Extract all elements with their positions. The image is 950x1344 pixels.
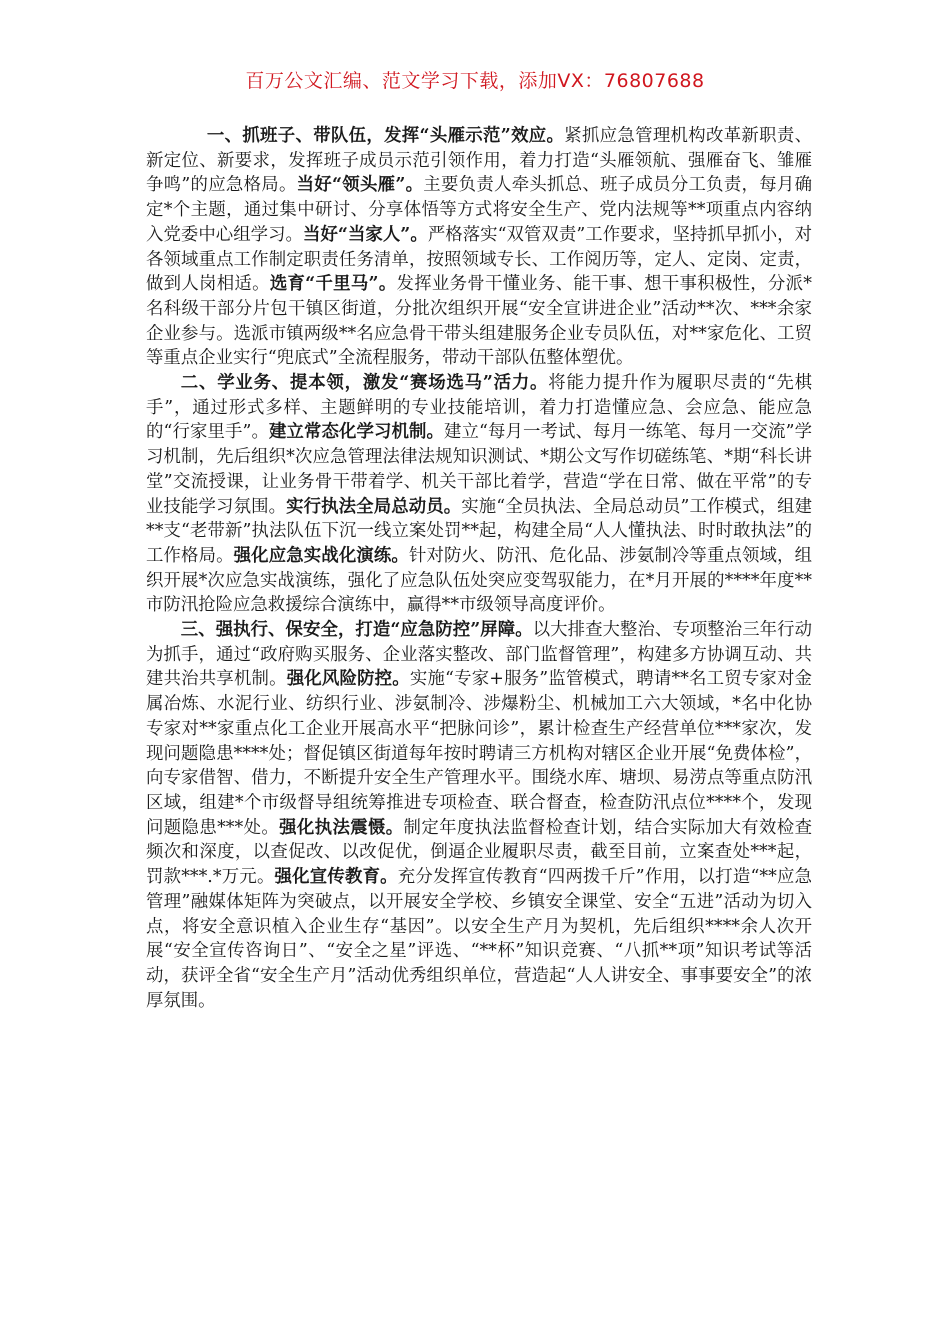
subheading: 选育“千里马”。 [269, 274, 397, 295]
subheading: 强化应急实战化演练。 [233, 545, 409, 566]
body-text: 严格落实“双管双责”工作要求，坚持抓早抓小，对各领域重点工作制定职责任务清单，按照领域专长、工作阅历等，定人、定岗、定责，做到人岗相适。 [146, 224, 812, 295]
section-heading: 二、学业务、提本领，激发“赛场选马”活力。 [180, 373, 549, 394]
subheading: 强化风险防控。 [286, 669, 410, 690]
body-text: 实施“专家+服务”监管模式，聘请**名工贸专家对金属冶炼、水泥行业、纺织行业、涉氨制冷、涉爆粉尘、机械加工六大领域，*名中化协专家对**家重点化工企业开展高水平“把脉问诊”，累计检查生产经营单位***家次，发现问题隐患****处；督促镇区街道每年按时聘请三方机构对辖区企业开展“免费体检”，向专家借智、借力，不断提升安全生产管理水平。围绕水库、塘坝、易涝点等重点防汛区域，组建*个市级督导组统筹推进专项检查、联合督查，检查防汛点位****个，发现问题隐患***处。 [146, 669, 812, 838]
subheading: 当好“当家人”。 [303, 224, 428, 245]
body-text: 制定年度执法监督检查计划，结合实际加大有效检查频次和深度，以查促改、以改促优，倒逼企业履职尽责，截至目前，立案查处***起，罚款***.*万元。 [146, 817, 812, 888]
subheading: 实行执法全局总动员。 [286, 496, 462, 517]
body-text: 建立“每月一考试、每月一练笔、每月一交流”学习机制，先后组织*次应急管理法律法规知识测试、*期公文写作切磋练笔、*期“科长讲堂”交流授课，让业务骨干带着学、机关干部比着学，营造“学在日常、做在平常”的专业技能学习氛围。 [146, 422, 812, 517]
paragraph-2 [146, 371, 812, 618]
paragraph-3 [146, 618, 812, 1013]
body-text: 主要负责人牵头抓总、班子成员分工负责，每月确定*个主题，通过集中研讨、分享体悟等方式将安全生产、党内法规等**项重点内容纳入党委中心组学习。 [146, 175, 812, 245]
section-heading: 三、强执行、保安全，打造“应急防控”屏障。 [180, 620, 533, 641]
body-text: 发挥业务骨干懂业务、能干事、想干事积极性，分派*名科级干部分片包干镇区街道，分批次组织开展“安全宣讲进企业”活动**次、***余家企业参与。选派市镇两级**名应急骨干带头组建服务企业专员队伍，对**家危化、工贸等重点企业实行“兜底式”全流程服务，带动干部队伍整体塑优。 [146, 274, 812, 369]
document-body [146, 124, 812, 1013]
body-text: 针对防火、防汛、危化品、涉氨制冷等重点领域，组织开展*次应急实战演练，强化了应急队伍处突应变驾驭能力，在*月开展的****年度**市防汛抢险应急救援综合演练中，赢得**市级领导高度评价。 [146, 545, 812, 616]
subheading: 建立常态化学习机制。 [269, 422, 445, 443]
body-text: 紧抓应急管理机构改革新职责、新定位、新要求，发挥班子成员示范引领作用，着力打造“头雁领航、强雁奋飞、雏雁争鸣”的应急格局。 [146, 126, 812, 196]
subheading: 当好“领头雁”。 [296, 175, 424, 196]
body-text: 实施“全员执法、全局总动员”工作模式，组建**支“老带新”执法队伍下沉一线立案处罚**起，构建全局“人人懂执法、时时敢执法”的工作格局。 [146, 496, 812, 566]
body-text: 充分发挥宣传教育“四两拨千斤”作用，以打造“**应急管理”融媒体矩阵为突破点，以开展安全学校、乡镇安全课堂、安全“五进”活动为切入点，将安全意识植入企业生存“基因”。以安全生产月为契机，先后组织****余人次开展“安全宣传咨询日”、“安全之星”评选、“**杯”知识竞赛、“八抓**项”知识考试等活动，获评全省“安全生产月”活动优秀组织单位，营造起“人人讲安全、事事要安全”的浓厚氛围。 [146, 867, 812, 1011]
watermark-header: 百万公文汇编、范文学习下载，添加VX：76807688 [245, 70, 705, 92]
body-text: 将能力提升作为履职尽责的“先棋手”，通过形式多样、主题鲜明的专业技能培训，着力打造懂应急、会应急、能应急的“行家里手”。 [146, 373, 812, 443]
paragraph-1 [146, 124, 812, 371]
subheading: 强化执法震慑。 [279, 817, 404, 838]
subheading: 强化宣传教育。 [274, 867, 398, 888]
section-heading: 一、抓班子、带队伍，发挥“头雁示范”效应。 [206, 126, 565, 146]
body-text: 以大排查大整治、专项整治三年行动为抓手，通过“政府购买服务、企业落实整改、部门监督管理”，构建多方协调互动、共建共治共享机制。 [146, 620, 812, 690]
